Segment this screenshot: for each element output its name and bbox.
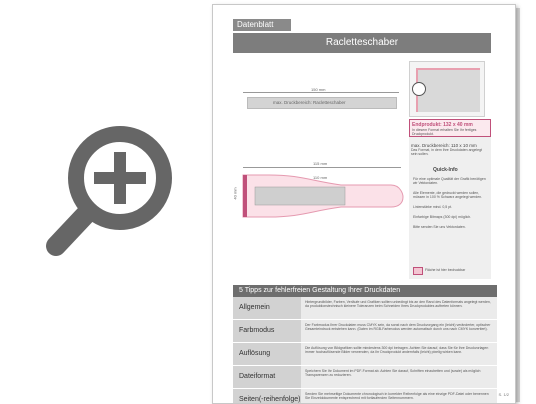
zoom-in-magnifier-icon[interactable] — [44, 122, 176, 262]
row-label: Allgemein — [233, 297, 301, 319]
page-number: S. 1/2 — [498, 392, 509, 397]
title-bar — [233, 33, 491, 53]
note-item: Einfarbige Bitmaps (300 dpi) möglich. — [413, 215, 472, 219]
top-dimension: 150 mm — [311, 87, 326, 92]
legend-label: Fläche ist hier bedruckbar — [425, 268, 466, 272]
table-row — [233, 297, 497, 320]
legend-swatch — [413, 267, 423, 275]
notes-list — [413, 177, 489, 235]
print-area-label: max. Druckbereich: Racletteschaber — [273, 100, 346, 105]
main-dimension-line — [243, 167, 401, 168]
druckbereich-desc: Das Format, in dem Ihre Druckdaten angelegt sein sollen. — [411, 148, 483, 156]
note-item: Alle Elemente, die gedruckt werden sollen, müssen in 100 % Schwarz angelegt werden. — [413, 191, 483, 199]
quick-info-title: Quick-Info — [433, 167, 458, 173]
product-title: Racletteschaber — [325, 37, 399, 48]
druckbereich-title: max. Druckbereich: 110 x 10 mm — [411, 143, 477, 148]
row-label: Auflösung — [233, 343, 301, 365]
table-row — [233, 366, 497, 389]
note-item: Für eine optimale Qualität der Grafik benötigen wir Vektordaten. — [413, 177, 486, 185]
row-label: Farbmodus — [233, 320, 301, 342]
row-text: Der Farbmodus Ihrer Druckdaten muss CMYK sein, da sonst nach dem Druckvorgang ein (leicht) veränderter, optischer Gesamteindruck entstehen kann. (Daten im RGB-Farbmodus werden automatisch durch uns nach CMYK konvertiert). — [301, 320, 497, 342]
row-text: Die Auflösung von Bildgrafiken sollte mindestens 300 dpi betragen. Achten Sie darauf, dass Sie für Ihre Druckvorlagen immer hochauflösende Bilder verwenden, da Ihr Druckprodukt andernfalls (leicht) pixelig wirken kann. — [301, 343, 497, 365]
datasheet-page — [212, 4, 516, 404]
row-label: Seiten(-reihenfolge) — [233, 389, 301, 404]
info-panel — [409, 119, 491, 279]
scraper-shape — [241, 171, 405, 221]
note-item: Bitte senden Sie uns Vektordaten. — [413, 225, 466, 229]
row-label: Dateiformat — [233, 366, 301, 388]
side-dimension: 40 mm — [232, 187, 238, 200]
row-text: Hintergrundbilder, Farben, Verläufe und Grafiken sollten unbedingt bis an den Rand des Datenformats angelegt werden, da produktionstechnisch kleinere Toleranzen beim Schneiden Ihres Druckproduktes auftreten können. — [301, 297, 497, 319]
tips-heading: 5 Tipps zur fehlerfreien Gestaltung Ihrer Druckdaten — [233, 285, 497, 297]
druckbereich-block — [411, 143, 489, 156]
inner-dimension: 110 mm — [313, 175, 328, 180]
preview-thumbnail[interactable] — [409, 61, 485, 117]
dimension-line — [243, 92, 399, 93]
header-tab: Datenblatt — [233, 19, 291, 31]
thumbnail-zoom-icon[interactable] — [412, 82, 426, 96]
table-row — [233, 320, 497, 343]
endprodukt-box — [409, 119, 491, 137]
row-text: Speichern Sie Ihr Dokument im PDF-Format ab. Achten Sie darauf, Schriften einzubetten und (sowie) als möglich Transparenzen zu reduzieren. — [301, 366, 497, 388]
endprodukt-title: Endprodukt: 132 x 40 mm — [412, 122, 473, 128]
tips-section — [233, 285, 497, 404]
table-row — [233, 343, 497, 366]
endprodukt-desc: In diesem Format erhalten Sie Ihr fertiges Druckprodukt. — [412, 128, 477, 136]
main-dimension: 115 mm — [313, 161, 328, 166]
note-item: Linienstärke mind. 0,5 pt. — [413, 205, 453, 209]
row-text: Senden Sie mehrseitige Dokumente chronologisch in korrekter Reihenfolge als eine einzige PDF-Datei oder benennen Sie Einzeldokumente entsprechend mit fortlaufenden Seitennummern. — [301, 389, 497, 404]
